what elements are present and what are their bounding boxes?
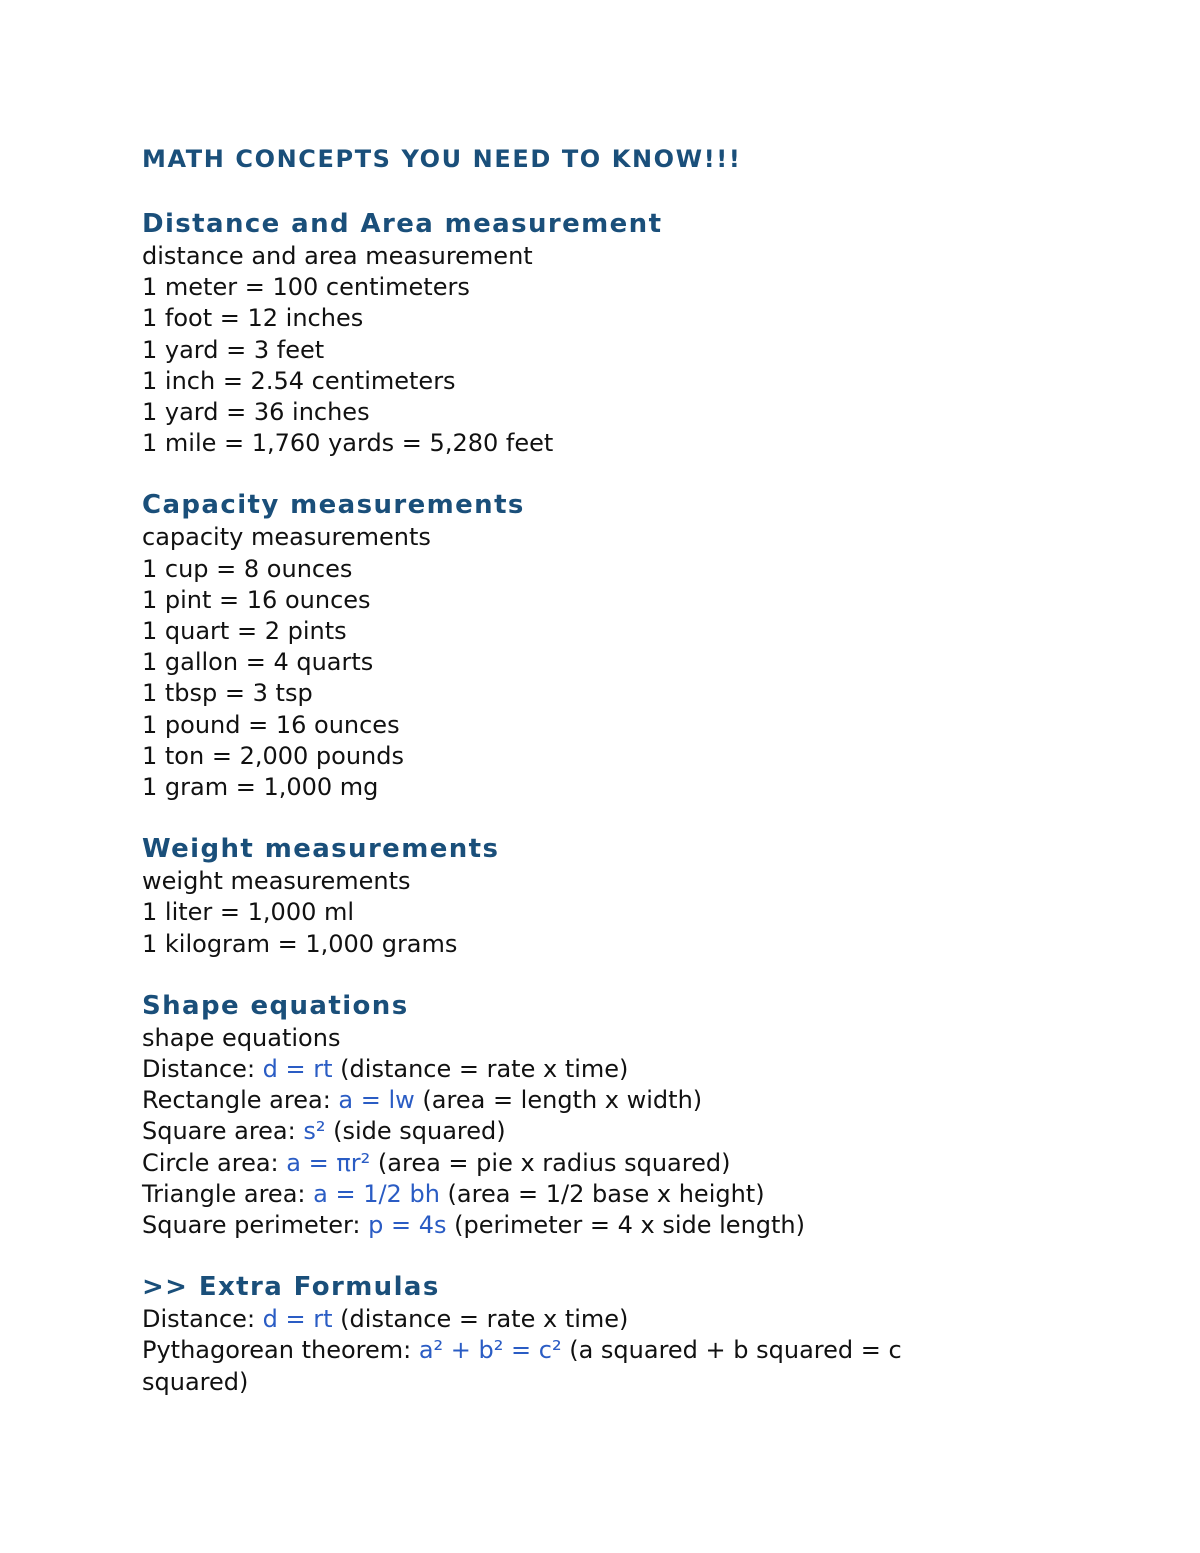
section-heading: Weight measurements — [142, 834, 500, 865]
formula-expression: a² + b² = c² — [418, 1336, 562, 1365]
document-page — [142, 142, 1042, 1428]
section-subtitle: distance and area measurement — [142, 242, 533, 270]
conversion-line: 1 inch = 2.54 centimeters — [142, 366, 456, 395]
formula-label: Pythagorean theorem: — [142, 1336, 419, 1365]
section-heading: >> Extra Formulas — [142, 1272, 440, 1303]
formula-label: Square area: — [142, 1117, 304, 1146]
conversion-line: 1 ton = 2,000 pounds — [142, 741, 404, 770]
formula-line — [142, 1148, 1042, 1179]
formula-expression: d = rt — [262, 1055, 333, 1084]
formula-note: (area = pie x radius squared) — [370, 1148, 731, 1177]
section-extra-formulas — [142, 1271, 1042, 1398]
document-title: MATH CONCEPTS YOU NEED TO KNOW!!! — [142, 145, 742, 173]
conversion-line: 1 liter = 1,000 ml — [142, 898, 355, 927]
formula-note: (area = 1/2 base x height) — [439, 1179, 765, 1208]
section-shape-equations — [142, 990, 1042, 1241]
conversion-line: 1 pound = 16 ounces — [142, 710, 400, 739]
conversion-line: 1 tbsp = 3 tsp — [142, 679, 313, 708]
formula-expression: p = 4s — [368, 1211, 447, 1240]
section-heading: Shape equations — [142, 990, 409, 1021]
conversion-line: 1 foot = 12 inches — [142, 304, 364, 333]
section-subtitle: shape equations — [142, 1023, 341, 1052]
formula-note: (perimeter = 4 x side length) — [446, 1211, 805, 1240]
formula-expression: s² — [303, 1117, 326, 1146]
conversion-line: 1 gallon = 4 quarts — [142, 648, 374, 677]
formula-note: (distance = rate x time) — [332, 1055, 629, 1084]
conversion-line: 1 gram = 1,000 mg — [142, 773, 379, 802]
conversion-line: 1 kilogram = 1,000 grams — [142, 929, 458, 958]
formula-line — [142, 1179, 1042, 1210]
section-subtitle: capacity measurements — [142, 523, 431, 552]
formula-label: Rectangle area: — [142, 1086, 339, 1115]
conversion-line: 1 meter = 100 centimeters — [142, 273, 470, 302]
section-capacity — [142, 489, 1042, 803]
conversion-line: 1 yard = 36 inches — [142, 398, 370, 427]
formula-line — [142, 1304, 1042, 1335]
conversion-line: 1 cup = 8 ounces — [142, 554, 353, 583]
section-heading: Capacity measurements — [142, 490, 525, 521]
formula-note: (area = length x width) — [414, 1086, 703, 1115]
formula-line — [142, 1054, 1042, 1085]
section-distance-area — [142, 208, 1042, 459]
formula-line — [142, 1085, 1042, 1116]
formula-line — [142, 1335, 982, 1397]
formula-expression: a = 1/2 bh — [313, 1179, 440, 1208]
formula-label: Triangle area: — [142, 1179, 314, 1208]
conversion-line: 1 pint = 16 ounces — [142, 585, 371, 614]
section-heading: Distance and Area measurement — [142, 209, 663, 239]
formula-expression: d = rt — [262, 1305, 333, 1334]
formula-expression: a = πr² — [286, 1148, 371, 1177]
section-subtitle: weight measurements — [142, 867, 411, 896]
formula-line — [142, 1210, 1042, 1241]
formula-note: (a squared + b squared = c squared) — [142, 1336, 902, 1396]
formula-label: Square perimeter: — [142, 1211, 369, 1240]
formula-line — [142, 1116, 1042, 1147]
formula-label: Circle area: — [142, 1148, 287, 1177]
formula-expression: a = lw — [338, 1086, 415, 1115]
conversion-line: 1 mile = 1,760 yards = 5,280 feet — [142, 429, 554, 458]
formula-label: Distance: — [142, 1055, 263, 1084]
conversion-line: 1 quart = 2 pints — [142, 617, 347, 646]
conversion-line: 1 yard = 3 feet — [142, 335, 325, 364]
formula-label: Distance: — [142, 1305, 263, 1334]
section-weight — [142, 833, 1042, 960]
formula-note: (side squared) — [325, 1117, 506, 1146]
formula-note: (distance = rate x time) — [332, 1305, 629, 1334]
